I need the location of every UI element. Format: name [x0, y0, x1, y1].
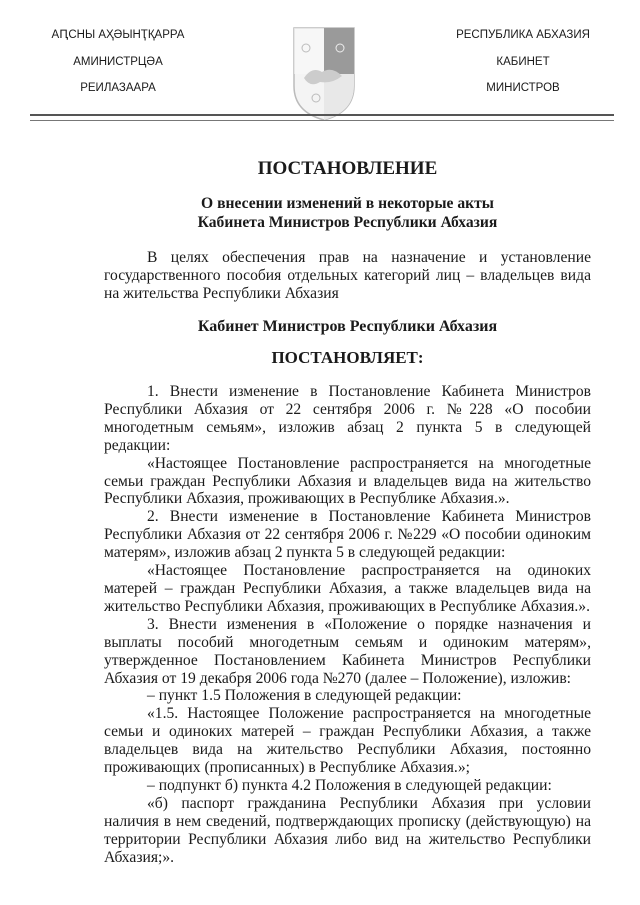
subtitle-line: Кабинета Министров Республики Абхазия — [197, 214, 498, 231]
header-line: КАБИНЕТ — [496, 55, 550, 68]
paragraph: «Настоящее Постановление распространяется на многодетные семьи граждан Республики Абхазия и владельцев вида на жительство Республики Абхазия, проживающих в Республике Абхазия.». — [104, 454, 591, 508]
header-left-abkhaz — [38, 27, 198, 107]
paragraph: 1. Внести изменение в Постановление Кабинета Министров Республики Абхазия от 22 сентября 2006 г. №228 «О пособии многодетным семьям», изложив абзац 2 пункта 5 в следующей редакции: — [104, 383, 591, 454]
abkhazia-coat-of-arms-icon — [292, 26, 356, 122]
paragraph: – пункт 1.5 Положения в следующей редакции: — [147, 687, 462, 705]
document-subtitle — [104, 194, 591, 232]
header-line: АМИНИСТРЦӘА — [73, 55, 163, 68]
header-divider — [30, 114, 614, 121]
paragraph: 3. Внести изменения в «Положение о порядке назначения и выплаты пособий многодетным семьям и одиноким матерям», утвержденное Постановлением Кабинета Министров Республики Абхазия от 19 декабря 2006 года №270 (далее – Положение), изложив: — [104, 615, 591, 687]
preamble — [104, 249, 591, 303]
header-line: МИНИСТРОВ — [486, 82, 560, 94]
document-body — [104, 383, 591, 866]
paragraph: «Настоящее Постановление распространяется на одиноких матерей – граждан Республики Абхазия, а также владельцев вида на жительство Республики Абхазия, проживающих в Республике Абхазия.». — [104, 562, 591, 615]
subtitle-line: О внесении изменений в некоторые акты — [201, 195, 494, 212]
decree-heading: ПОСТАНОВЛЯЕТ: — [271, 348, 424, 367]
header-line: РЕИЛАЗААРА — [80, 82, 156, 94]
preamble-text: В целях обеспечения прав на назначение и установление государственного пособия отдельных категорий лиц – владельцев вида на жительства Республики Абхазия — [104, 249, 591, 302]
header-right-russian — [443, 27, 603, 107]
header-line: РЕСПУБЛИКА АБХАЗИЯ — [456, 29, 590, 41]
issuing-authority: Кабинет Министров Республики Абхазия — [197, 318, 498, 335]
header-line: АԤСНЫ АҲӘЫНҬҚАРРА — [51, 29, 185, 41]
paragraph: «1.5. Настоящее Положение распространяется на многодетные семьи и одиноких матерей – граждан Республики Абхазия, а также владельцев вида на жительство Республики Абхазия, постоянно проживающих (прописанных) в Республике Абхазия.»; — [104, 705, 591, 777]
document-title: ПОСТАНОВЛЕНИЕ — [257, 158, 438, 179]
paragraph: – подпункт б) пункта 4.2 Положения в следующей редакции: — [147, 776, 552, 794]
paragraph: «б) паспорт гражданина Республики Абхазия при условии наличия в нем сведений, подтверждающих прописку (действующую) на территории Республики Абхазия либо вид на жительство Республики Абхазия;». — [104, 794, 591, 866]
paragraph: 2. Внести изменение в Постановление Кабинета Министров Республики Абхазия от 22 сентября 2006 г. №229 «О пособии одиноким матерям», изложив абзац 2 пункта 5 в следующей редакции: — [104, 508, 591, 562]
